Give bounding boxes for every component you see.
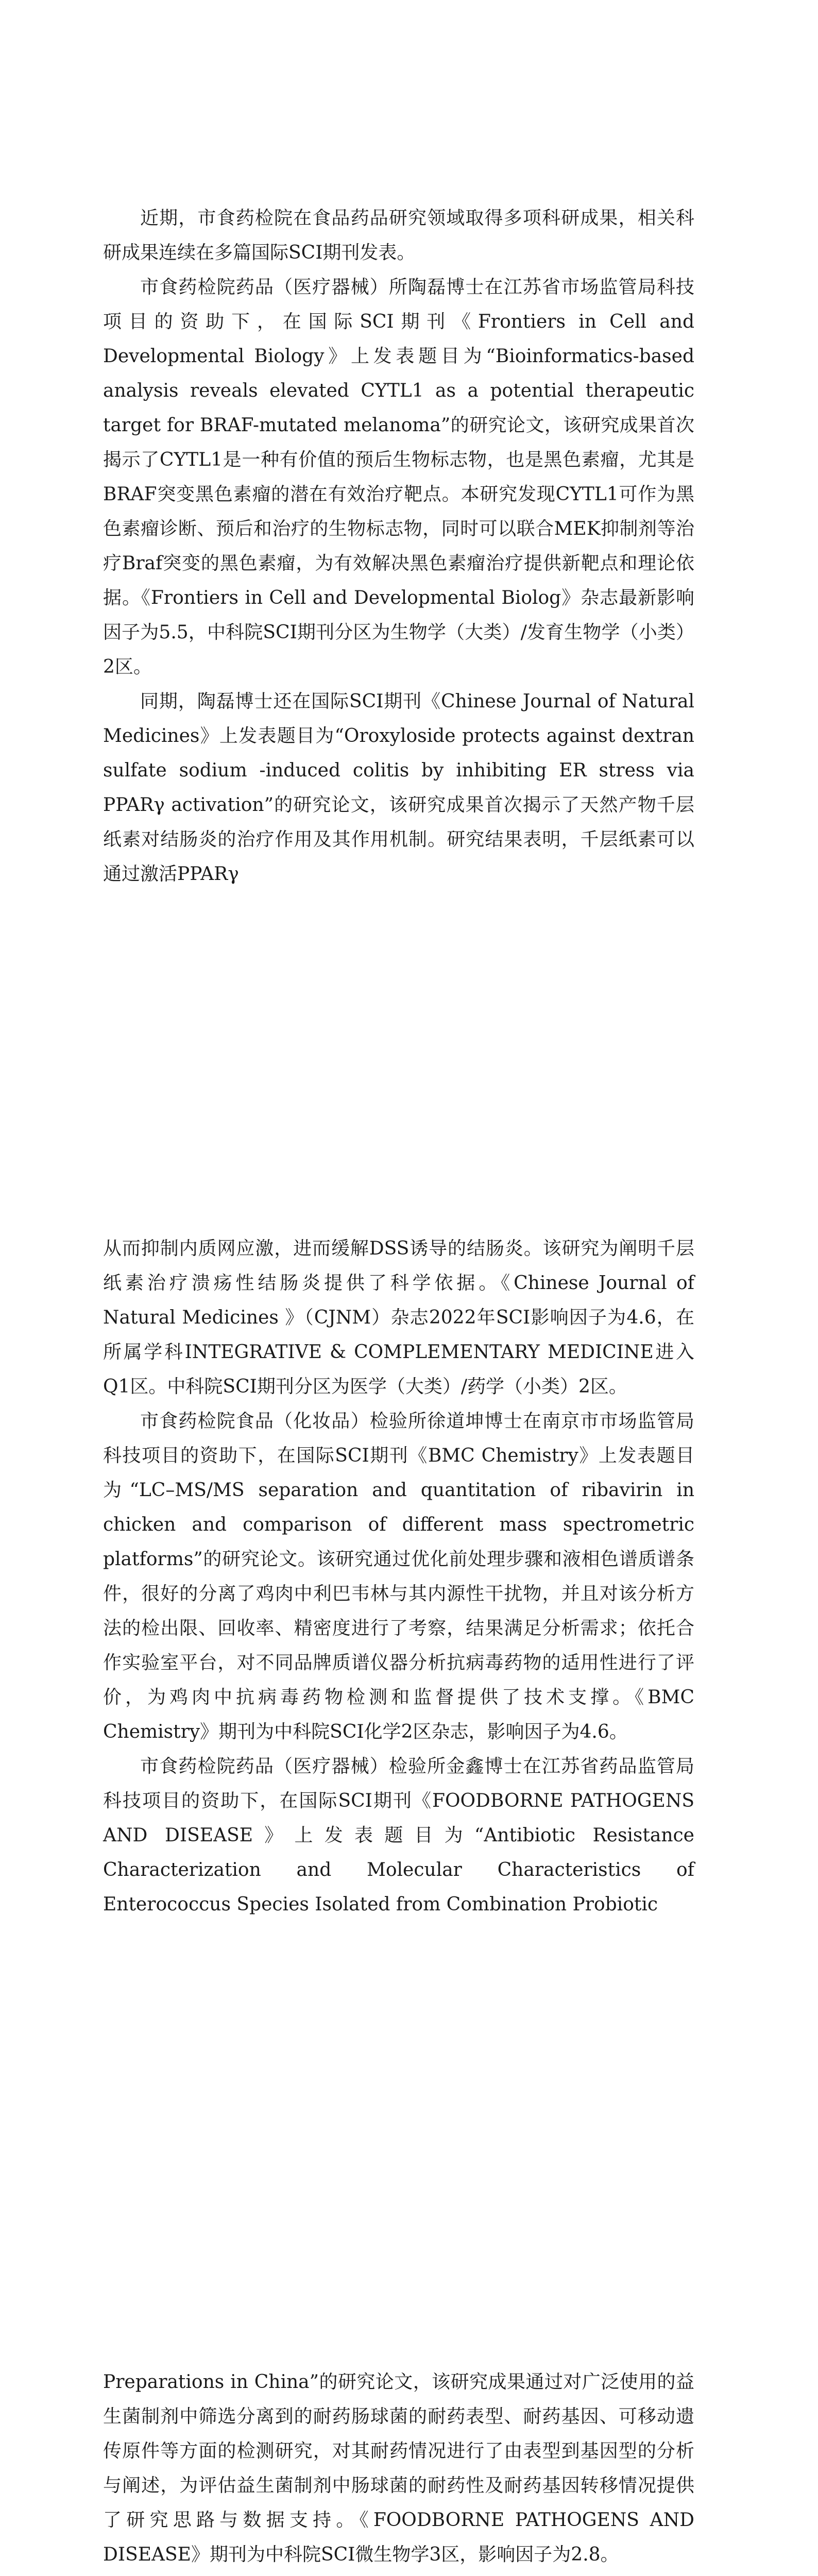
article-block-2	[103, 1231, 694, 1922]
article-block-3	[103, 2365, 694, 2576]
paragraph-cytl1-study: 市食药检院药品（医疗器械）所陶磊博士在江苏省市场监管局科技项目的资助下，在国际SCI期刊《Frontiers in Cell and Developmental Biology》上发表题目为“Bioinformatics-based analysis reveals elevated CYTL1 as a potential therapeutic target for BRAF-mutated melanoma”的研究论文，该研究成果首次揭示了CYTL1是一种有价值的预后生物标志物，也是黑色素瘤，尤其是BRAF突变黑色素瘤的潜在有效治疗靶点。本研究发现CYTL1可作为黑色素瘤诊断、预后和治疗的生物标志物，同时可以联合MEK抑制剂等治疗Braf突变的黑色素瘤，为有效解决黑色素瘤治疗提供新靶点和理论依据。《Frontiers in Cell and Developmental Biolog》杂志最新影响因子为5.5，中科院SCI期刊分区为生物学（大类）/发育生物学（小类）2区。	[103, 277, 694, 677]
paragraph-conclusion	[103, 2572, 694, 2576]
paragraph-oroxyloside-study: 同期，陶磊博士还在国际SCI期刊《Chinese Journal of Natural Medicines》上发表题目为“Oroxyloside protects against dextran sulfate sodium -induced colitis by inhibiting ER stress via PPARγ activation”的研究论文，该研究成果首次揭示了天然产物千层纸素对结肠炎的治疗作用及其作用机制。研究结果表明，千层纸素可以通过激活PPARγ	[103, 691, 694, 885]
paragraph-intro: 近期，市食药检院在食品药品研究领域取得多项科研成果，相关科研成果连续在多篇国际SCI期刊发表。	[103, 208, 694, 263]
paragraph-enterococcus-study: 市食药检院药品（医疗器械）检验所金鑫博士在江苏省药品监管局科技项目的资助下，在国际SCI期刊《FOODBORNE PATHOGENS AND DISEASE》上发表题目为“Antibiotic Resistance Characterization and Molecular Characteristics of Enterococcus Species Isolated from Combination Probiotic	[103, 1756, 694, 1915]
paragraph-enterococcus-study-continued: Preparations in China”的研究论文，该研究成果通过对广泛使用的益生菌制剂中筛选分离到的耐药肠球菌的耐药表型、耐药基因、可移动遗传原件等方面的检测研究，对其耐药情况进行了由表型到基因型的分析与阐述，为评估益生菌制剂中肠球菌的耐药性及耐药基因转移情况提供了研究思路与数据支持。《FOODBORNE PATHOGENS AND DISEASE》期刊为中科院SCI微生物学3区，影响因子为2.8。	[103, 2371, 694, 2565]
paragraph-ribavirin-study: 市食药检院食品（化妆品）检验所徐道坤博士在南京市市场监管局科技项目的资助下，在国际SCI期刊《BMC Chemistry》上发表题目为“LC–MS/MS separation and quantitation of ribavirin in chicken and comparison of different mass spectrometric platforms”的研究论文。该研究通过优化前处理步骤和液相色谱质谱条件，很好的分离了鸡肉中利巴韦林与其内源性干扰物，并且对该分析方法的检出限、回收率、精密度进行了考察，结果满足分析需求；依托合作实验室平台，对不同品牌质谱仪器分析抗病毒药物的适用性进行了评价，为鸡肉中抗病毒药物检测和监督提供了技术支撑。《BMC Chemistry》期刊为中科院SCI化学2区杂志，影响因子为4.6。	[103, 1411, 694, 1742]
article-block-1	[103, 201, 694, 891]
paragraph-oroxyloside-study-continued: 从而抑制内质网应激，进而缓解DSS诱导的结肠炎。该研究为阐明千层纸素治疗溃疡性结肠炎提供了科学依据。《Chinese Journal of Natural Medicines 》（CJNM）杂志2022年SCI影响因子为4.6，在所属学科INTEGRATIVE & COMPLEMENTARY MEDICINE进入Q1区。中科院SCI期刊分区为医学（大类）/药学（小类）2区。	[103, 1238, 694, 1397]
